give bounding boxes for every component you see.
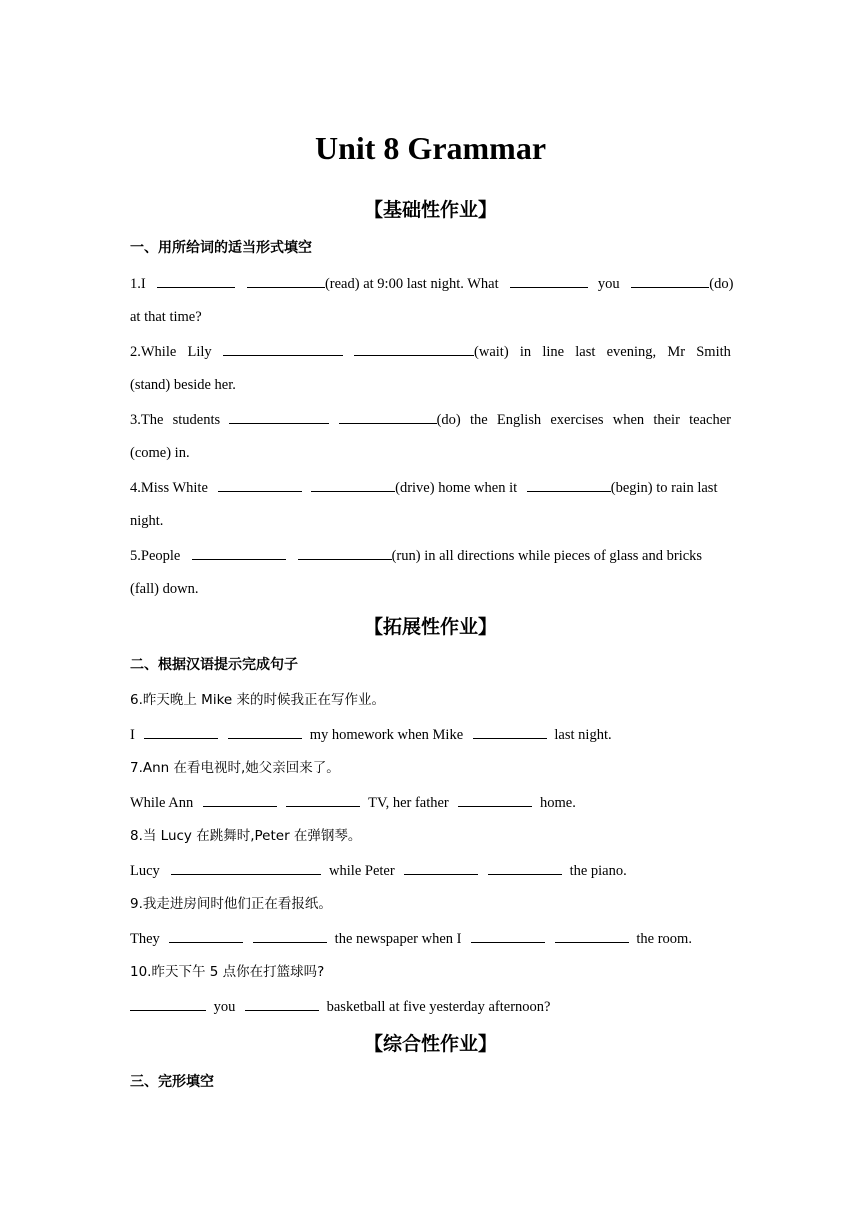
answer-blank[interactable] [488,860,562,875]
question-9-prompt: 9.我走进房间时他们正在看报纸。 [130,896,332,912]
question-6-prompt: 6.昨天晚上 Mike 来的时候我正在写作业。 [130,692,386,708]
question-6-answer-line: I my homework when Mike last night. [130,724,731,745]
answer-blank[interactable] [130,996,206,1011]
page-title: Unit 8 Grammar [314,130,547,166]
question-2-line-1: 2.While Lily (wait) in line last evening, Mr Smith [130,341,731,362]
answer-blank[interactable] [192,545,286,560]
answer-blank[interactable] [471,928,545,943]
answer-blank[interactable] [229,409,329,424]
question-2-line-2: (stand) beside her. [130,377,236,393]
answer-blank[interactable] [473,724,547,739]
question-5-line-1: 5.People (run) in all directions while pieces of glass and bricks [130,545,731,566]
question-8-prompt: 8.当 Lucy 在跳舞时,Peter 在弹钢琴。 [130,828,362,844]
answer-blank[interactable] [171,860,321,875]
question-8-answer-line: Lucy while Peter the piano. [130,860,731,881]
answer-blank[interactable] [247,273,325,288]
answer-blank[interactable] [510,273,588,288]
answer-blank[interactable] [157,273,235,288]
answer-blank[interactable] [228,724,302,739]
answer-blank[interactable] [253,928,327,943]
question-1-line-2: at that time? [130,309,202,325]
question-5-line-2: (fall) down. [130,581,199,597]
question-3-line-1: 3.The students (do) the English exercises when their teacher [130,409,731,430]
answer-blank[interactable] [218,477,302,492]
question-10-answer-line: you basketball at five yesterday afternoon? [130,996,731,1017]
section-heading-extension: 【拓展性作业】 [363,616,497,638]
question-7-prompt: 7.Ann 在看电视时,她父亲回来了。 [130,760,340,776]
question-4-line-1: 4.Miss White (drive) home when it (begin) to rain last [130,477,731,498]
answer-blank[interactable] [286,792,360,807]
answer-blank[interactable] [311,477,395,492]
question-3-line-2: (come) in. [130,445,190,461]
answer-blank[interactable] [298,545,392,560]
question-4-line-2: night. [130,513,164,529]
question-9-answer-line: They the newspaper when I the room. [130,928,731,949]
subheading-fill-in-forms: 一、用所给词的适当形式填空 [130,240,312,256]
answer-blank[interactable] [354,341,474,356]
question-1-line-1: 1.I (read) at 9:00 last night. What you (do) [130,273,731,294]
answer-blank[interactable] [223,341,343,356]
answer-blank[interactable] [527,477,611,492]
answer-blank[interactable] [555,928,629,943]
answer-blank[interactable] [203,792,277,807]
answer-blank[interactable] [144,724,218,739]
subheading-complete-sentences: 二、根据汉语提示完成句子 [130,657,298,673]
answer-blank[interactable] [631,273,709,288]
answer-blank[interactable] [458,792,532,807]
section-heading-comprehensive: 【综合性作业】 [363,1033,497,1055]
answer-blank[interactable] [169,928,243,943]
answer-blank[interactable] [339,409,437,424]
question-7-answer-line: While Ann TV, her father home. [130,792,731,813]
answer-blank[interactable] [404,860,478,875]
answer-blank[interactable] [245,996,319,1011]
question-10-prompt: 10.昨天下午 5 点你在打篮球吗? [130,964,325,980]
section-heading-basic: 【基础性作业】 [363,199,497,221]
subheading-cloze: 三、完形填空 [130,1074,214,1090]
